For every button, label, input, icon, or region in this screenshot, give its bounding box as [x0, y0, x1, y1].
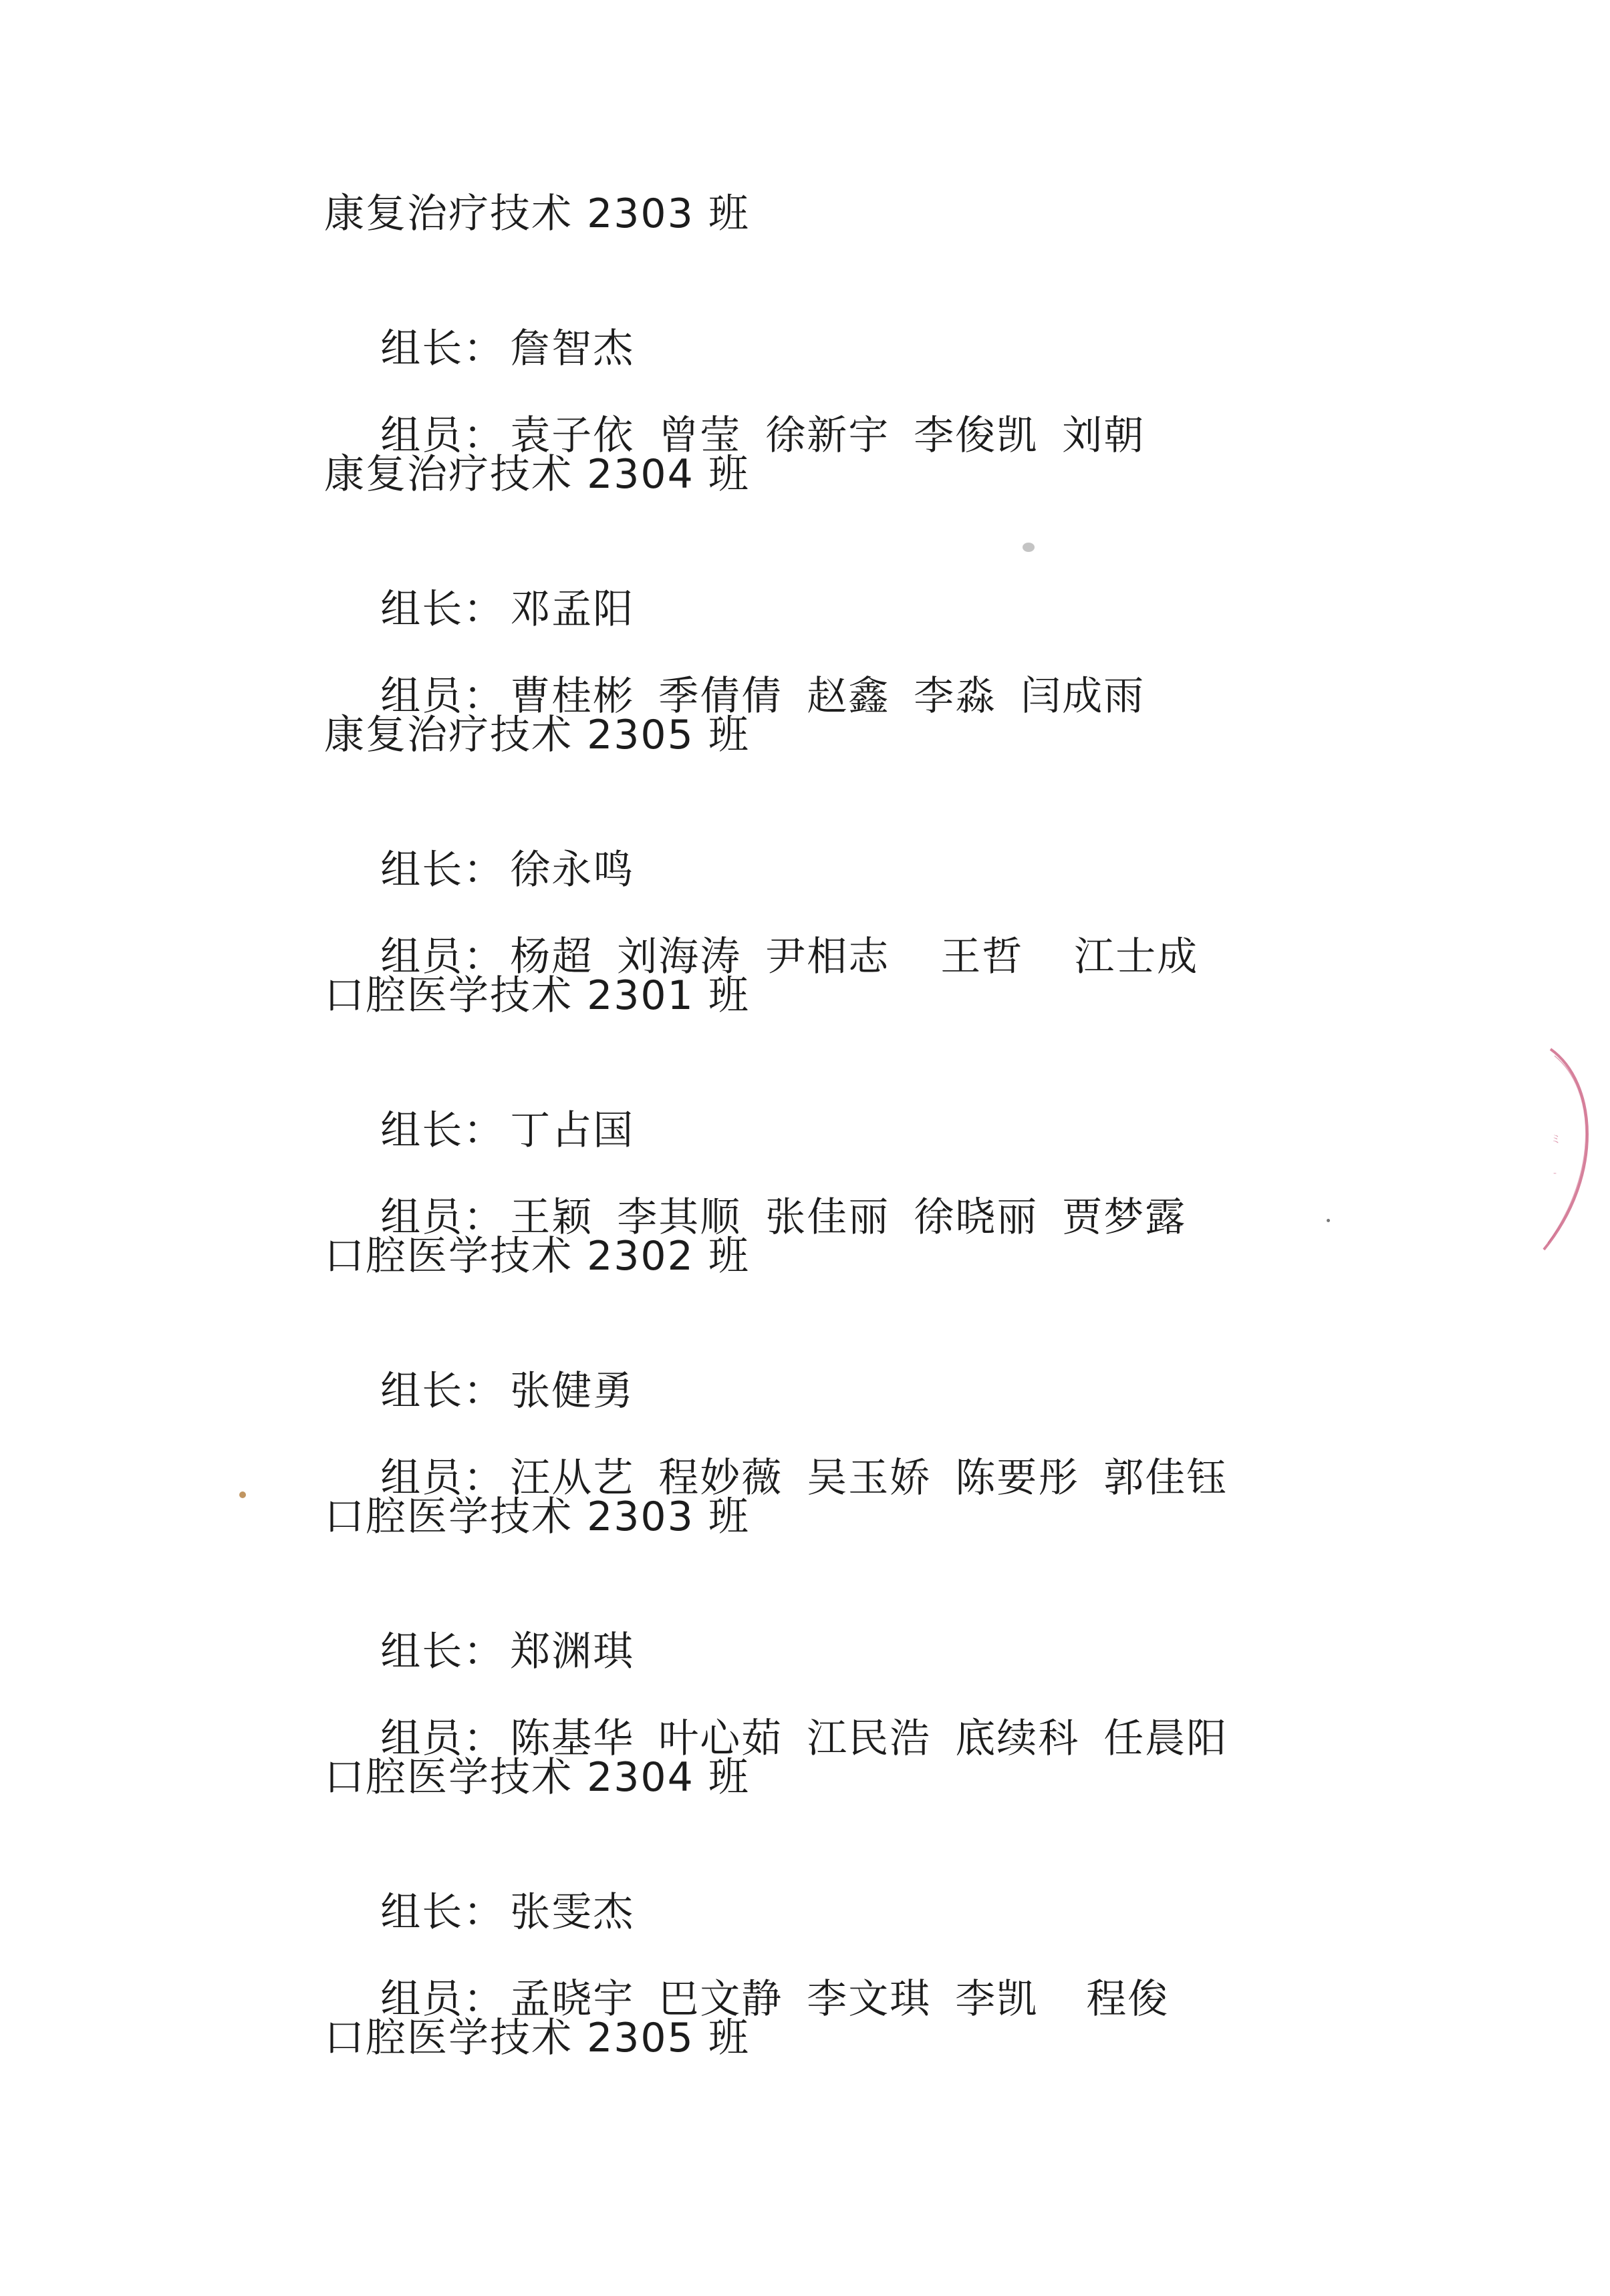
class-heading: 康复治疗技术 2304 班: [324, 451, 750, 498]
member-name: 曹桂彬: [510, 673, 635, 720]
class-heading: 康复治疗技术 2305 班: [324, 712, 750, 758]
members-label: 组员：: [380, 934, 505, 980]
member-name: 李俊凯: [914, 412, 1039, 459]
member-name: 张佳丽: [765, 1194, 890, 1241]
member-name: 刘朝: [1062, 412, 1146, 459]
class-heading: 口腔医学技术 2305 班: [324, 2015, 750, 2061]
member-name: 徐晓丽: [914, 1194, 1039, 1241]
member-name: 王哲: [940, 934, 1024, 980]
member-name: 赵鑫: [807, 673, 890, 720]
leader-label: 组长：: [380, 847, 505, 893]
member-name: 王颖: [510, 1194, 593, 1241]
member-name: 徐新宇: [765, 412, 890, 459]
leader-name: 徐永鸣: [510, 847, 635, 893]
members-label: 组员：: [380, 673, 505, 720]
class-heading: 口腔医学技术 2303 班: [324, 1493, 750, 1540]
member-name: 吴玉娇: [807, 1455, 932, 1501]
class-heading: 口腔医学技术 2301 班: [324, 972, 750, 1019]
member-name: 孟晓宇: [510, 1976, 635, 2023]
member-name: 李淼: [914, 673, 997, 720]
member-name: 汪从艺: [510, 1455, 635, 1501]
class-heading: 康复治疗技术 2303 班: [324, 190, 750, 237]
member-name: 李凯: [955, 1976, 1039, 2023]
members-label: 组员：: [380, 1976, 505, 2023]
leader-name: 张健勇: [510, 1368, 635, 1415]
members-label: 组员：: [380, 1715, 505, 1762]
class-heading: 口腔医学技术 2304 班: [324, 1754, 750, 1801]
class-heading: 口腔医学技术 2302 班: [324, 1233, 750, 1280]
scan-speck: [1023, 543, 1035, 552]
member-name: 李文琪: [807, 1976, 932, 2023]
member-name: 刘海涛: [617, 934, 742, 980]
member-name: 曾莹: [658, 412, 742, 459]
member-name: 尹相志: [765, 934, 890, 980]
member-name: 任晨阳: [1103, 1715, 1228, 1762]
member-name: 陈基华: [510, 1715, 635, 1762]
svg-text:-: -: [1553, 1168, 1557, 1179]
member-name: 叶心茹: [658, 1715, 783, 1762]
members-label: 组员：: [380, 412, 505, 459]
member-name: 程俊: [1086, 1976, 1170, 2023]
members-label: 组员：: [380, 1194, 505, 1241]
member-name: 江士成: [1074, 934, 1199, 980]
member-name: 季倩倩: [658, 673, 783, 720]
seal-stamp-icon: [1524, 1042, 1604, 1256]
leader-name: 张雯杰: [510, 1889, 635, 1936]
member-name: 闫成雨: [1021, 673, 1146, 720]
member-name: 底续科: [955, 1715, 1080, 1762]
member-name: 程妙薇: [658, 1455, 783, 1501]
scan-speck: [1327, 1219, 1330, 1222]
member-name: 贾梦露: [1062, 1194, 1187, 1241]
leader-label: 组长：: [380, 1628, 505, 1675]
member-name: 袁子依: [510, 412, 635, 459]
svg-text:ミ: ミ: [1551, 1133, 1562, 1145]
leader-name: 丁占国: [510, 1107, 635, 1154]
leader-label: 组长：: [380, 586, 505, 633]
leader-name: 郑渊琪: [510, 1628, 635, 1675]
member-name: 郭佳钰: [1103, 1455, 1228, 1501]
members-label: 组员：: [380, 1455, 505, 1501]
member-name: 陈要彤: [955, 1455, 1080, 1501]
leader-label: 组长：: [380, 1107, 505, 1154]
leader-label: 组长：: [380, 325, 505, 372]
leader-name: 邓孟阳: [510, 586, 635, 633]
scan-speck: [239, 1491, 246, 1498]
member-name: 李其顺: [617, 1194, 742, 1241]
member-name: 江民浩: [807, 1715, 932, 1762]
member-name: 杨超: [510, 934, 593, 980]
leader-name: 詹智杰: [510, 325, 635, 372]
member-name: 巴文静: [658, 1976, 783, 2023]
leader-label: 组长：: [380, 1368, 505, 1415]
leader-label: 组长：: [380, 1889, 505, 1936]
